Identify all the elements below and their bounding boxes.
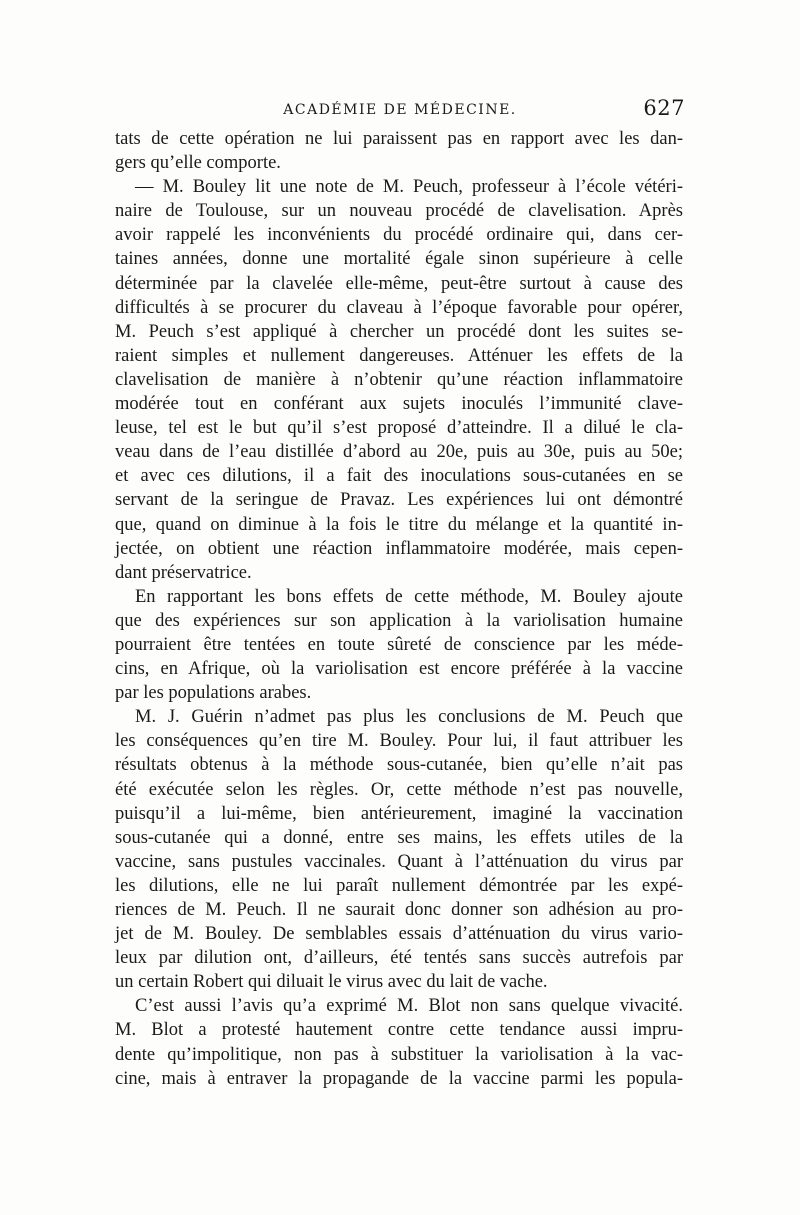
text-line: leux par dilution ont, d’ailleurs, été tentés sans succès autrefois par — [115, 948, 683, 969]
text-line: veau dans de l’eau distillée d’abord au 20e, puis au 30e, puis au 50e; — [115, 442, 683, 463]
text-line: jet de M. Bouley. De semblables essais d’atténuation du virus vario- — [115, 924, 683, 945]
text-line: riences de M. Peuch. Il ne saurait donc donner son adhésion au pro- — [115, 900, 683, 920]
text-line: un certain Robert qui diluait le virus avec du lait de vache. — [115, 972, 548, 993]
text-line: difficultés à se procurer du claveau à l’époque favorable pour opérer, — [115, 297, 683, 318]
text-line: C’est aussi l’avis qu’a exprimé M. Blot non sans quelque vivacité. — [135, 996, 683, 1017]
paragraph-3 — [115, 585, 683, 705]
text-line: que, quand on diminue à la fois le titre du mélange et la quantité in- — [115, 514, 683, 535]
text-line: puisqu’il a lui-même, bien antérieurement, imaginé la vaccination — [115, 803, 683, 824]
text-line: — M. Bouley lit une note de M. Peuch, professeur à l’école vétéri- — [135, 177, 683, 198]
text-line: M. Blot a protesté hautement contre cette tendance aussi impru- — [115, 1020, 683, 1041]
paragraph-2 — [115, 175, 683, 585]
text-line: les conséquences qu’en tire M. Bouley. Pour lui, il faut attribuer les — [115, 731, 683, 752]
page-number: 627 — [643, 96, 685, 120]
paragraph-1 — [115, 127, 683, 175]
text-line: et avec ces dilutions, il a fait des inoculations sous-cutanées en se — [115, 466, 683, 487]
text-line: M. Peuch s’est appliqué à chercher un procédé dont les suites se- — [115, 321, 683, 342]
text-line: été exécutée selon les règles. Or, cette méthode n’est pas nouvelle, — [115, 779, 683, 800]
text-line: déterminée par la clavelée elle-même, peut-être surtout à cause des — [115, 273, 683, 294]
text-line: sous-cutanée qui a donné, entre ses mains, les effets utiles de la — [115, 827, 683, 848]
text-line: résultats obtenus à la méthode sous-cutanée, bien qu’elle n’ait pas — [115, 755, 683, 776]
text-line: modérée tout en conférant aux sujets inoculés l’immunité clave- — [115, 394, 683, 415]
text-line: gers qu’elle comporte. — [115, 153, 281, 174]
paragraph-5 — [115, 994, 683, 1090]
text-line: cins, en Afrique, où la variolisation est encore préférée à la vaccine — [115, 659, 683, 680]
text-line: dant préservatrice. — [115, 562, 252, 583]
text-line: tats de cette opération ne lui paraissent pas en rapport avec les dan- — [115, 129, 683, 149]
text-line: jectée, on obtient une réaction inflammatoire modérée, mais cepen- — [115, 538, 683, 559]
paragraph-4 — [115, 705, 683, 994]
text-line: dente qu’impolitique, non pas à substituer la variolisation à la vac- — [115, 1044, 683, 1065]
text-line: vaccine, sans pustules vaccinales. Quant à l’atténuation du virus par — [115, 851, 683, 872]
text-line: raient simples et nullement dangereuses. Atténuer les effets de la — [115, 345, 683, 366]
text-line: leuse, tel est le but qu’il s’est proposé d’atteindre. Il a dilué le cla- — [115, 418, 683, 439]
text-line: pourraient être tentées en toute sûreté de conscience par les méde- — [115, 634, 683, 655]
text-line: par les populations arabes. — [115, 683, 312, 704]
text-line: cine, mais à entraver la propagande de la vaccine parmi les popula- — [115, 1068, 683, 1089]
text-line: M. J. Guérin n’admet pas plus les conclusions de M. Peuch que — [135, 707, 683, 728]
text-line: avoir rappelé les inconvénients du procédé ordinaire qui, dans cer- — [115, 225, 683, 246]
running-title: ACADÉMIE DE MÉDECINE. — [283, 102, 517, 118]
body-text — [115, 127, 683, 1091]
text-line: les dilutions, elle ne lui paraît nullement démontrée par les expé- — [115, 875, 683, 896]
text-line: clavelisation de manière à n’obtenir qu’une réaction inflammatoire — [115, 369, 683, 390]
text-line: En rapportant les bons effets de cette méthode, M. Bouley ajoute — [135, 586, 683, 607]
text-line: servant de la seringue de Pravaz. Les expériences lui ont démontré — [115, 490, 683, 511]
text-line: naire de Toulouse, sur un nouveau procédé de clavelisation. Après — [115, 201, 683, 222]
page-header — [115, 96, 685, 126]
text-line: taines années, donne une mortalité égale sinon supérieure à celle — [115, 249, 683, 270]
text-line: que des expériences sur son application à la variolisation humaine — [115, 610, 683, 631]
